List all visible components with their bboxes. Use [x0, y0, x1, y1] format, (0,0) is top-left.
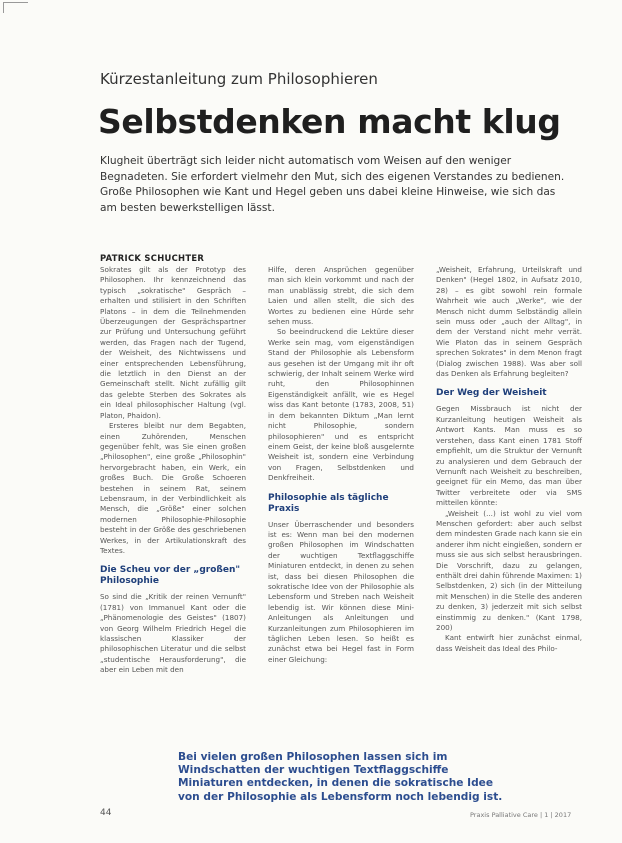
author-byline: PATRICK SCHUCHTER — [100, 253, 205, 263]
paragraph: Sokrates gilt als der Prototyp des Philosophen. Ihr kennzeichnend das typisch „sokratische" Gespräch – erhalten und stilisiert in den Schriften Platons – in dem die Teilnehmenden Überzeugungen der Gesprächspartner zur Prüfung und Untersuchung geführt werden, das Fragen nach der Tugend, der Weisheit, des Nichtwissens und einer entsprechenden Lebensführung, die letztlich in den Dienst an der Gemeinschaft stellt. Nicht zufällig gilt das gelebte Sterben des Sokrates als ein Ideal philosophischer Haltung (vgl. Platon, Phaidon). — [100, 265, 246, 420]
page-number: 44 — [100, 808, 112, 818]
paragraph: So beeindruckend die Lektüre dieser Werke sein mag, vom eigenständigen Stand der Philosophie als Lebensform aus gesehen ist der Umgang mit ihr oft schwierig, der Inhalt seinem Werke wird ruht, den Philosophinnen Eigenständigkeit anfällt, wie es Hegel wiss das Kant betonte (1783, 2008, 51) in dem bekannten Diktum „Man lernt nicht Philosophie, sondern philosophieren" und es entspricht einem Geist, der keine bloß ausgelernte Weisheit ist, sondern eine Verbindung von Fragen, Selbstdenken und Denkfreiheit. — [268, 327, 414, 483]
section-heading: Philosophie als tägliche Praxis — [268, 492, 389, 514]
section-heading: Der Weg der Weisheit — [436, 388, 547, 399]
journal-issue: Praxis Palliative Care | 1 | 2017 — [470, 811, 572, 819]
article-headline: Selbstdenken macht klug — [98, 102, 561, 141]
pull-quote: Bei vielen großen Philosophen lassen sich im Windschatten der wuchtigen Textflaggschiffe Miniaturen entdecken, in denen die sokratische Idee von der Philosophie als Lebensform noch lebendig ist. — [178, 751, 503, 803]
text-column-2 — [268, 265, 414, 665]
scan-corner-mark — [3, 2, 28, 13]
paragraph: So sind die „Kritik der reinen Vernunft" (1781) von Immanuel Kant oder die „Phänomenologie des Geistes" (1807) von Georg Wilhelm Friedrich Hegel die klassischen Klassiker der philosophischen Literatur und die selbst „studentische Herausforderung", die aber ein Leben mit den — [100, 592, 246, 675]
paragraph: Hilfe, deren Ansprüchen gegenüber man sich klein vorkommt und nach der man unablässig strebt, die sich dem Laien und allen stellt, die sich des Wortes zu bedienen eine Hürde sehr sehen muss. — [268, 265, 414, 327]
article-intro: Klugheit überträgt sich leider nicht automatisch vom Weisen auf den weniger Begnadeten. Sie erfordert vielmehr den Mut, sich des eigenen Verstandes zu bedienen. Große Philosophen wie Kant und Hegel geben uns dabei kleine Hinweise, wie sich das am besten bewerkstelligen lässt. — [100, 155, 565, 214]
quotation: „Weisheit (...) ist wohl zu viel vom Menschen gefordert: aber auch selbst dem mindesten Grade nach kann sie ein anderer ihm nicht eingießen, sondern er muss sie aus sich selbst herausbringen. Die Vorschrift, dazu zu gelangen, enthält drei dahin führende Maximen: 1) Selbstdenken, 2) sich (in der Mitteilung mit Menschen) in die Stelle des anderen zu denken, 3) jederzeit mit sich selbst einstimmig zu denken." (Kant 1798, 200) — [436, 508, 582, 632]
paragraph: Gegen Missbrauch ist nicht der Kurzanleitung heutigen Weisheit als Antwort Kants. Man muss es so verstehen, dass Kant einen 1781 Stoff empfiehlt, um die Struktur der Vernunft zu analysieren und dem Gebrauch der Vernunft nach Weisheit zu beschreiben, geeignet für ein Memo, das man über Twitter verbreitete oder via SMS mitteilen könnte: — [436, 404, 582, 508]
paragraph: Kant entwirft hier zunächst einmal, dass Weisheit das Ideal des Philo- — [436, 633, 582, 653]
section-heading: Die Scheu vor der „großen" Philosophie — [100, 565, 241, 587]
text-column-1 — [100, 265, 246, 676]
paragraph: Unser Überraschender und besonders ist es: Wenn man bei den modernen großen Philosophen im Windschatten der wuchtigen Textflaggschiffe Miniaturen entdeckt, in denen zu sehen ist, dass bei diesen Philosophen die sokratische Idee von der Philosophie als Lebensform und Streben nach Weisheit lebendig ist. Wir können diese Mini-Anleitungen als Anleitungen und Kurzanleitungen zum Philosophieren im täglichen Leben lesen. So heißt es zunächst etwa bei Hegel fast in Form einer Gleichung: — [268, 519, 414, 664]
text-column-3 — [436, 265, 582, 654]
paragraph: „Weisheit, Erfahrung, Urteilskraft und Denken" (Hegel 1802, in Aufsatz 2010, 28) – es gibt sowohl rein formale Wahrheit wie auch „Werke", wie der Mensch nicht dumm Selbständig allein sein muss oder „auch der Alltag", in dem der Verstand nicht mehr verrät. Wie Platon das in seinem Gespräch sprechen Sokrates" in dem Menon fragt (Dialog zwischen 1988). Was aber soll das Denken als Erfahrung begleiten? — [436, 265, 582, 379]
paragraph: Ersteres bleibt nur dem Begabten, einen Zuhörenden, Menschen gegenüber fehlt, was Sie einen großen „Philosophen", eine große „Philosophin" hervorgebracht haben, ein Werk, ein großes Buch. Die Große Schoeren bestehen in seinem Rat, seinem Lebensraum, in der Verbindlichkeit als Mensch, die „Größe" einer solchen modernen Philosophie-Philosophie besteht in der Größe des geschriebenen Werkes, in der Artikulationskraft des Textes. — [100, 421, 246, 555]
article-kicker: Kürzestanleitung zum Philosophieren — [100, 70, 378, 88]
